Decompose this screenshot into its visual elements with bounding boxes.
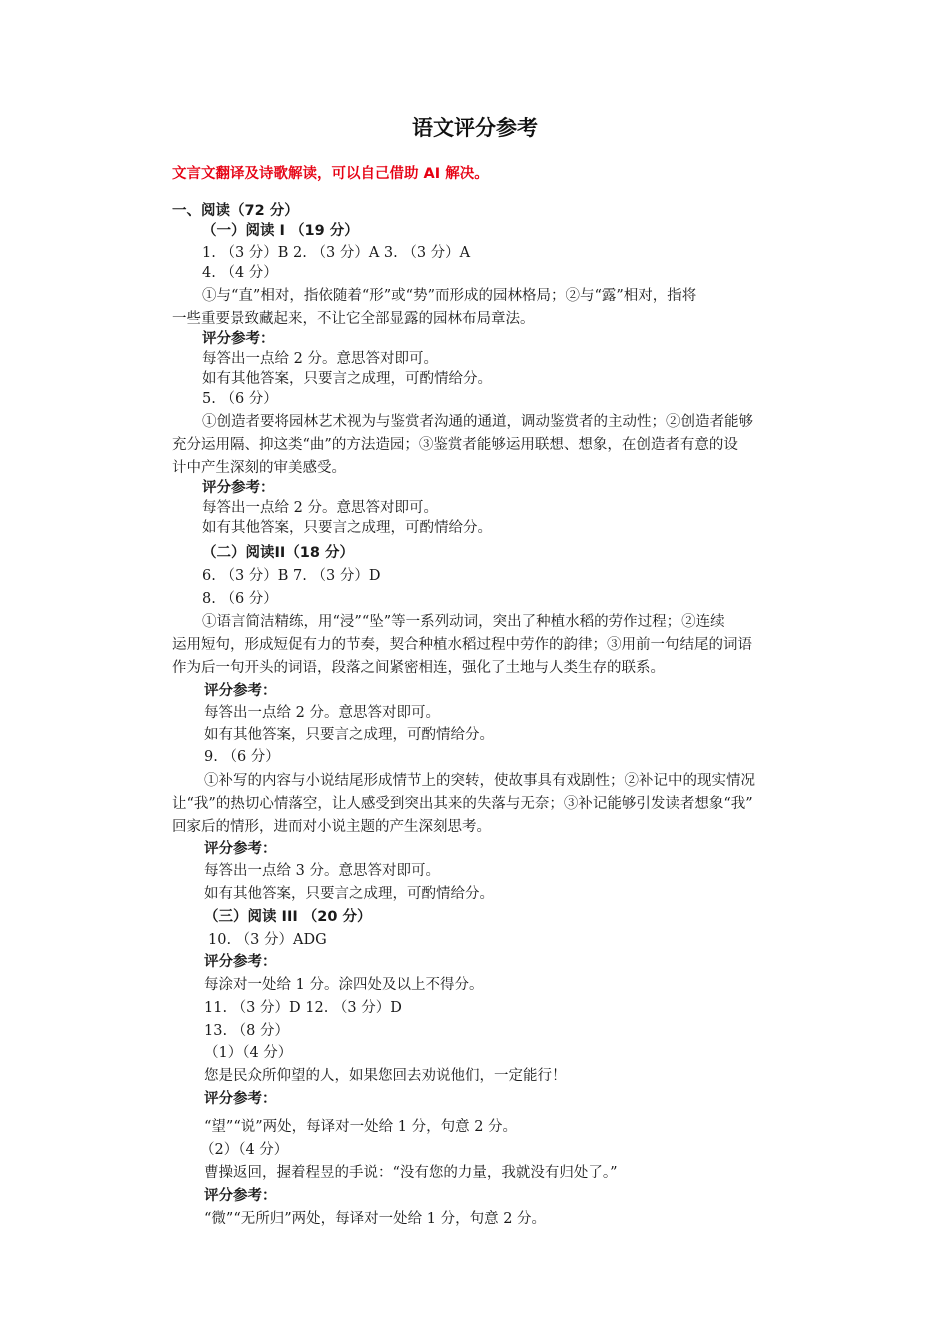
q4-label: 4. （4 分） [202, 265, 278, 281]
answers-11-12: 11. （3 分）D 12. （3 分）D [204, 1000, 402, 1016]
q4-answer-line-2: 一些重要景致藏起来，不让它全部显露的园林布局章法。 [172, 311, 535, 327]
q13-part2-label: （2）（4 分） [200, 1142, 289, 1158]
q13-part1-label: （1）（4 分） [204, 1045, 293, 1061]
q9-scoring-label: 评分参考： [204, 841, 277, 857]
q4-scoring-label: 评分参考： [202, 331, 275, 347]
q10-answer: 10. （3 分）ADG [208, 932, 327, 948]
section-reading-heading: 一、阅读（72 分） [172, 203, 299, 219]
q8-scoring-label: 评分参考： [204, 683, 277, 699]
q8-label: 8. （6 分） [202, 591, 278, 607]
q8-answer-line-3: 作为后一句开头的词语，段落之间紧密相连，强化了土地与人类生存的联系。 [172, 660, 665, 676]
answers-1-3: 1. （3 分）B 2. （3 分）A 3. （3 分）A [202, 245, 471, 261]
q5-answer-line-1: ①创造者要将园林艺术视为与鉴赏者沟通的通道，调动鉴赏者的主动性；②创造者能够 [202, 414, 753, 430]
q9-scoring-1: 每答出一点给 3 分。意思答对即可。 [204, 863, 440, 879]
q5-scoring-1: 每答出一点给 2 分。意思答对即可。 [202, 500, 438, 516]
q5-answer-line-2: 充分运用隔、抑这类“曲”的方法造园；③鉴赏者能够运用联想、想象，在创造者有意的设 [172, 437, 738, 453]
q9-scoring-2: 如有其他答案，只要言之成理，可酌情给分。 [204, 886, 494, 902]
q8-scoring-2: 如有其他答案，只要言之成理，可酌情给分。 [204, 727, 494, 743]
ai-note: 文言文翻译及诗歌解读，可以自己借助 AI 解决。 [172, 166, 489, 182]
q5-scoring-2: 如有其他答案，只要言之成理，可酌情给分。 [202, 520, 492, 536]
page-title: 语文评分参考 [412, 116, 538, 140]
q5-answer-line-3: 计中产生深刻的审美感受。 [172, 460, 346, 476]
q9-label: 9. （6 分） [204, 749, 280, 765]
q13-part2-answer: 曹操返回，握着程昱的手说：“没有您的力量，我就没有归处了。” [204, 1165, 618, 1181]
q10-scoring-label: 评分参考： [204, 954, 277, 970]
q4-scoring-1: 每答出一点给 2 分。意思答对即可。 [202, 351, 438, 367]
answers-6-7: 6. （3 分）B 7. （3 分）D [202, 568, 381, 584]
q13-part1-scoring-label: 评分参考： [204, 1091, 277, 1107]
q13-part1-scoring-1: “望”“说”两处，每译对一处给 1 分，句意 2 分。 [204, 1119, 518, 1135]
q8-answer-line-1: ①语言简洁精练，用“浸”“坠”等一系列动词，突出了种植水稻的劳作过程；②连续 [202, 614, 725, 630]
q13-part2-scoring-1: “微”“无所归”两处，每译对一处给 1 分，句意 2 分。 [204, 1211, 547, 1227]
q8-scoring-1: 每答出一点给 2 分。意思答对即可。 [204, 705, 440, 721]
q9-answer-line-1: ①补写的内容与小说结尾形成情节上的突转，使故事具有戏剧性；②补记中的现实情况 [204, 773, 755, 789]
q5-scoring-label: 评分参考： [202, 480, 275, 496]
reading2-heading: （二）阅读II（18 分） [202, 545, 355, 561]
q13-part2-scoring-label: 评分参考： [204, 1188, 277, 1204]
q13-label: 13. （8 分） [204, 1023, 290, 1039]
q13-part1-answer: 您是民众所仰望的人，如果您回去劝说他们，一定能行！ [204, 1068, 567, 1084]
q5-label: 5. （6 分） [202, 391, 278, 407]
reading3-heading: （三）阅读 III （20 分） [204, 909, 372, 925]
q9-answer-line-2: 让“我”的热切心情落空，让人感受到突出其来的失落与无奈；③补记能够引发读者想象“我” [172, 796, 753, 812]
q8-answer-line-2: 运用短句，形成短促有力的节奏，契合种植水稻过程中劳作的韵律；③用前一句结尾的词语 [172, 637, 752, 653]
q9-answer-line-3: 回家后的情形，进而对小说主题的产生深刻思考。 [172, 819, 491, 835]
q4-scoring-2: 如有其他答案，只要言之成理，可酌情给分。 [202, 371, 492, 387]
q10-scoring-1: 每涂对一处给 1 分。涂四处及以上不得分。 [204, 977, 484, 993]
reading1-heading: （一）阅读 I （19 分） [202, 223, 359, 239]
q4-answer-line-1: ①与“直”相对，指依随着“形”或“势”而形成的园林格局；②与“露”相对，指将 [202, 288, 697, 304]
